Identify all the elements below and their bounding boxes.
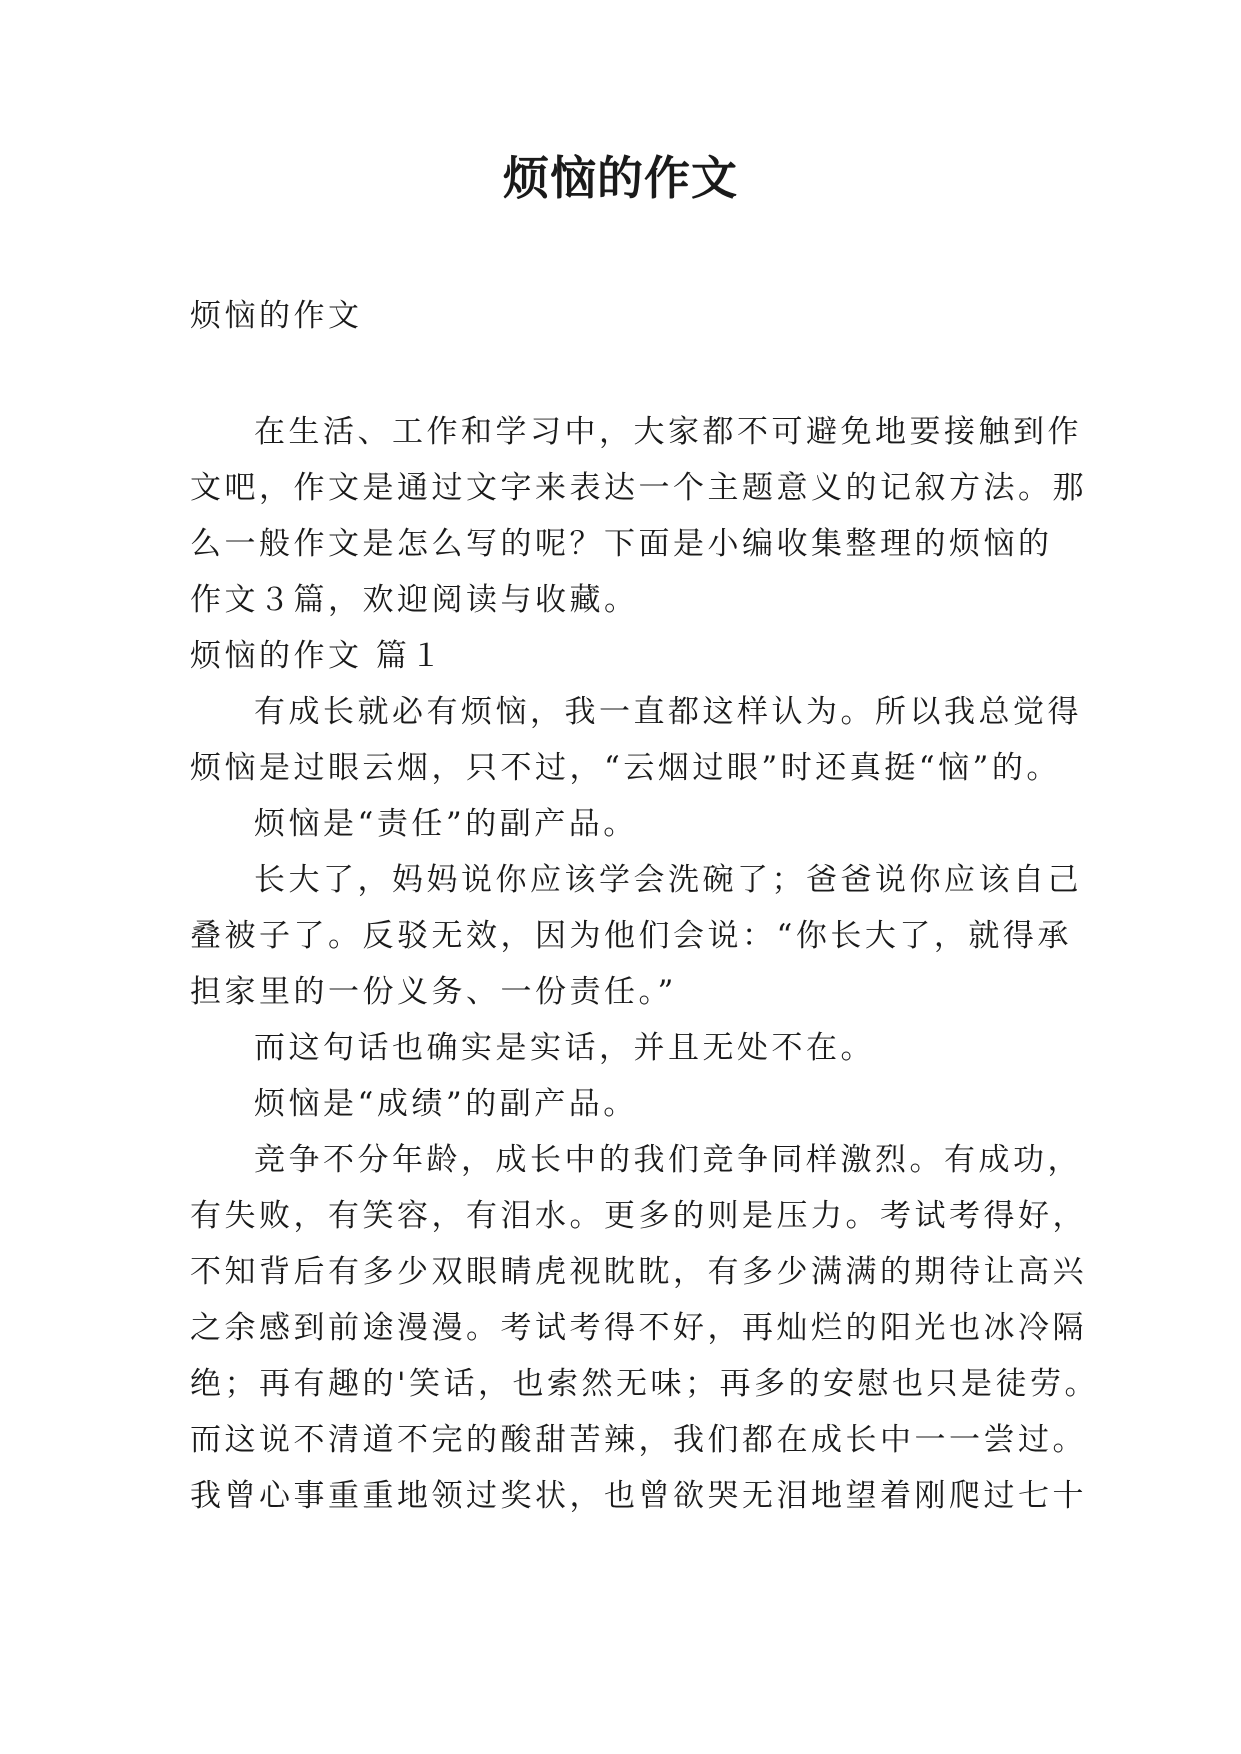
paragraph-line: 叠被子了。反驳无效，因为他们会说：“你长大了，就得承 xyxy=(190,918,1072,954)
paragraph-line: 而这说不清道不完的酸甜苦辣，我们都在成长中一一尝过。 xyxy=(190,1422,1087,1458)
paragraph-line: 担家里的一份义务、一份责任。” xyxy=(190,974,677,1010)
document-title: 烦恼的作文 xyxy=(503,151,738,205)
paragraph-line: 长大了，妈妈说你应该学会洗碗了；爸爸说你应该自己 xyxy=(254,862,1082,898)
intro-line: 作文３篇，欢迎阅读与收藏。 xyxy=(190,582,639,618)
paragraph-line: 烦恼是“责任”的副产品。 xyxy=(254,806,638,842)
paragraph-line: 绝；再有趣的'笑话，也索然无味；再多的安慰也只是徒劳。 xyxy=(190,1366,1100,1402)
paragraph-line: 有成长就必有烦恼，我一直都这样认为。所以我总觉得 xyxy=(254,694,1082,730)
paragraph-line: 有失败，有笑容，有泪水。更多的则是压力。考试考得好， xyxy=(190,1198,1087,1234)
paragraph-line: 之余感到前途漫漫。考试考得不好，再灿烂的阳光也冰冷隔 xyxy=(190,1310,1087,1346)
document-subtitle: 烦恼的作文 xyxy=(190,298,363,334)
section-heading: 烦恼的作文 篇１ xyxy=(190,638,445,674)
paragraph-line: 我曾心事重重地领过奖状，也曾欲哭无泪地望着刚爬过七十 xyxy=(190,1478,1087,1514)
intro-line: 在生活、工作和学习中，大家都不可避免地要接触到作 xyxy=(254,414,1082,450)
paragraph-line: 竞争不分年龄，成长中的我们竞争同样激烈。有成功， xyxy=(254,1142,1082,1178)
paragraph-line: 烦恼是过眼云烟，只不过，“云烟过眼”时还真挺“恼”的。 xyxy=(190,750,1061,786)
paragraph-line: 而这句话也确实是实话，并且无处不在。 xyxy=(254,1030,875,1066)
intro-line: 文吧，作文是通过文字来表达一个主题意义的记叙方法。那 xyxy=(190,470,1087,506)
paragraph-line: 不知背后有多少双眼睛虎视眈眈，有多少满满的期待让高兴 xyxy=(190,1254,1087,1290)
intro-line: 么一般作文是怎么写的呢？下面是小编收集整理的烦恼的 xyxy=(190,526,1053,562)
paragraph-line: 烦恼是“成绩”的副产品。 xyxy=(254,1086,638,1122)
